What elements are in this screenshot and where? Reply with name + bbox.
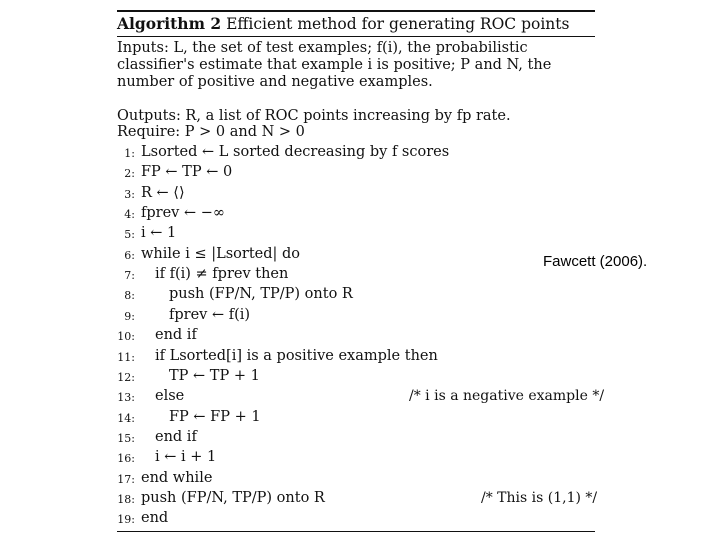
algorithm-line: [117, 185, 595, 205]
algorithm-line: [117, 449, 595, 469]
line-number: 1:: [124, 147, 135, 160]
line-code: else: [155, 388, 185, 405]
algorithm-title-text: Efficient method for generating ROC points: [226, 15, 570, 33]
algorithm-line: [117, 307, 595, 327]
line-number: 18:: [117, 492, 135, 506]
line-number: 3:: [124, 187, 135, 201]
line-code: end if: [155, 428, 197, 445]
title-rule: [117, 36, 595, 37]
line-code: push (FP/N, TP/P) onto R: [169, 286, 353, 303]
algorithm-line: [117, 144, 595, 164]
line-number: 19:: [117, 513, 135, 527]
line-comment: /* i is a negative example */: [409, 388, 605, 405]
algorithm-line: [117, 489, 598, 510]
algorithm-line: [117, 164, 595, 184]
line-code: i ← 1: [141, 225, 177, 242]
algorithm-line: [117, 205, 595, 225]
line-number: 5:: [124, 228, 135, 242]
line-code: if Lsorted[i] is a positive example then: [155, 347, 438, 364]
line-code: Lsorted ← L sorted decreasing by f scores: [141, 144, 450, 160]
algorithm-line: [117, 510, 595, 530]
line-number: 10:: [117, 330, 135, 344]
algorithm-line: [117, 429, 595, 449]
algorithm-line: [117, 286, 595, 306]
algorithm-line: [117, 327, 595, 347]
citation-credit: Fawcett (2006).: [543, 253, 648, 270]
line-code: push (FP/N, TP/P) onto R: [141, 489, 325, 506]
line-number: 6:: [124, 248, 135, 262]
line-number: 16:: [117, 452, 135, 466]
line-number: 11:: [117, 350, 135, 364]
algorithm-line: [117, 225, 595, 245]
algorithm-heading: Algorithm 2: [117, 14, 222, 33]
line-number: 7:: [124, 269, 135, 283]
algorithm-line: [117, 388, 605, 408]
line-number: 17:: [117, 472, 135, 486]
line-code: R ← ⟨⟩: [141, 184, 185, 201]
algorithm-title: [117, 14, 569, 33]
line-code: fprev ← −∞: [141, 205, 225, 222]
outputs-text: Outputs: R, a list of ROC points increasing by fp rate.: [117, 108, 511, 124]
line-code: FP ← FP + 1: [169, 408, 261, 425]
algorithm-line: [117, 470, 595, 490]
line-number: 9:: [124, 309, 135, 323]
line-number: 12:: [117, 370, 135, 384]
line-code: end: [141, 510, 169, 527]
line-code: end while: [141, 469, 213, 486]
algorithm-line: [117, 266, 595, 286]
require-text: Require: P > 0 and N > 0: [117, 124, 305, 140]
line-code: while i ≤ |Lsorted| do: [141, 245, 301, 262]
line-number: 14:: [117, 411, 135, 425]
line-code: if f(i) ≠ fprev then: [155, 266, 289, 283]
bottom-rule: [117, 531, 595, 532]
line-number: 2:: [124, 167, 135, 181]
algorithm-line: [117, 368, 595, 388]
algorithm-line: [117, 348, 595, 368]
line-number: 13:: [117, 391, 135, 405]
line-comment: /* This is (1,1) */: [481, 489, 598, 506]
algorithm-line: [117, 246, 595, 266]
line-number: 8:: [124, 289, 135, 303]
line-code: fprev ← f(i): [169, 306, 251, 323]
algorithm-line: [117, 409, 595, 429]
line-number: 4:: [124, 208, 135, 222]
top-rule: [117, 10, 595, 12]
line-code: FP ← TP ← 0: [141, 164, 233, 181]
line-code: TP ← TP + 1: [169, 367, 260, 384]
line-number: 15:: [117, 431, 135, 445]
inputs-text: Inputs: L, the set of test examples; f(i), the probabilistic classifier's estimate that example i is positive; P and N, the number of positive and negative examples.: [117, 40, 552, 90]
line-code: end if: [155, 327, 197, 344]
line-code: i ← i + 1: [155, 449, 217, 466]
